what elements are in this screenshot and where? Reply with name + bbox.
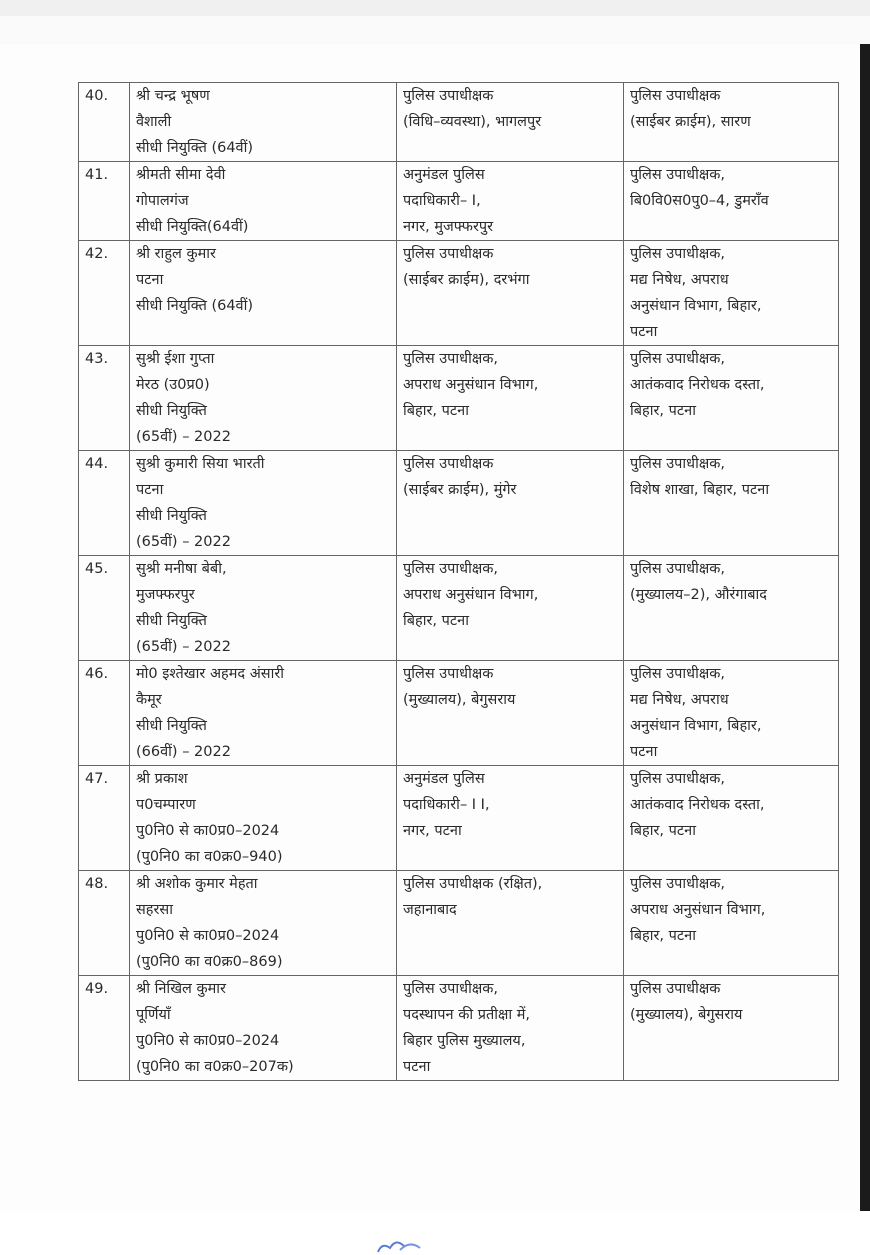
name-line: श्री अशोक कुमार मेहता bbox=[136, 876, 258, 892]
from-line: पुलिस उपाधीक्षक bbox=[403, 88, 494, 104]
from-line: अनुमंडल पुलिस bbox=[403, 167, 485, 183]
to-line: बिहार, पटना bbox=[630, 403, 696, 419]
new-posting-cell bbox=[624, 83, 839, 162]
to-line: अनुसंधान विभाग, बिहार, bbox=[630, 298, 762, 314]
current-posting-cell bbox=[397, 976, 624, 1081]
name-line: सीधी नियुक्ति bbox=[136, 403, 207, 419]
to-line: बिहार, पटना bbox=[630, 928, 696, 944]
to-line: बि0वि0स0पु0–4, डुमराँव bbox=[630, 193, 769, 209]
serial-number: 48. bbox=[79, 871, 130, 976]
to-line: विशेष शाखा, बिहार, पटना bbox=[630, 482, 770, 498]
name-line: पूर्णियाँ bbox=[136, 1007, 171, 1023]
serial-number: 43. bbox=[79, 346, 130, 451]
name-line: सहरसा bbox=[136, 902, 173, 918]
table-row bbox=[79, 766, 839, 871]
to-line: पुलिस उपाधीक्षक, bbox=[630, 351, 725, 367]
serial-number: 46. bbox=[79, 661, 130, 766]
name-line: (65वीं) – 2022 bbox=[136, 534, 231, 550]
name-line: पटना bbox=[136, 272, 164, 288]
new-posting-cell bbox=[624, 162, 839, 241]
to-line: आतंकवाद निरोधक दस्ता, bbox=[630, 377, 765, 393]
to-line: मद्य निषेध, अपराध bbox=[630, 692, 729, 708]
officer-cell bbox=[130, 241, 397, 346]
new-posting-cell bbox=[624, 871, 839, 976]
to-line: पुलिस उपाधीक्षक, bbox=[630, 876, 725, 892]
officer-cell bbox=[130, 556, 397, 661]
to-line: आतंकवाद निरोधक दस्ता, bbox=[630, 797, 765, 813]
from-line: अपराध अनुसंधान विभाग, bbox=[403, 587, 539, 603]
from-line: पदाधिकारी– I, bbox=[403, 193, 481, 209]
officer-cell bbox=[130, 451, 397, 556]
serial-number: 42. bbox=[79, 241, 130, 346]
to-line: (साईबर क्राईम), सारण bbox=[630, 114, 751, 130]
new-posting-cell bbox=[624, 241, 839, 346]
name-line: सुश्री ईशा गुप्ता bbox=[136, 351, 215, 367]
from-line: पदाधिकारी– I I, bbox=[403, 797, 490, 813]
from-line: अपराध अनुसंधान विभाग, bbox=[403, 377, 539, 393]
current-posting-cell bbox=[397, 556, 624, 661]
from-line: पुलिस उपाधीक्षक (रक्षित), bbox=[403, 876, 543, 892]
name-line: (65वीं) – 2022 bbox=[136, 639, 231, 655]
name-line: (66वीं) – 2022 bbox=[136, 744, 231, 760]
officer-cell bbox=[130, 346, 397, 451]
name-line: सुश्री कुमारी सिया भारती bbox=[136, 456, 265, 472]
table-row bbox=[79, 556, 839, 661]
serial-number: 49. bbox=[79, 976, 130, 1081]
new-posting-cell bbox=[624, 661, 839, 766]
to-line: पुलिस उपाधीक्षक bbox=[630, 981, 721, 997]
from-line: (मुख्यालय), बेगुसराय bbox=[403, 692, 516, 708]
current-posting-cell bbox=[397, 346, 624, 451]
name-line: सीधी नियुक्ति (64वीं) bbox=[136, 140, 254, 156]
name-line: सीधी नियुक्ति(64वीं) bbox=[136, 219, 249, 235]
from-line: पदस्थापन की प्रतीक्षा में, bbox=[403, 1007, 531, 1023]
from-line: पटना bbox=[403, 1059, 431, 1075]
name-line: वैशाली bbox=[136, 114, 172, 130]
from-line: पुलिस उपाधीक्षक, bbox=[403, 351, 498, 367]
transfer-table bbox=[78, 82, 839, 1081]
from-line: (विधि–व्यवस्था), भागलपुर bbox=[403, 114, 542, 130]
from-line: नगर, मुजफ्फरपुर bbox=[403, 219, 494, 235]
to-line: (मुख्यालय–2), औरंगाबाद bbox=[630, 587, 767, 603]
to-line: अपराध अनुसंधान विभाग, bbox=[630, 902, 766, 918]
name-line: पु0नि0 से का0प्र0–2024 bbox=[136, 823, 280, 839]
from-line: अनुमंडल पुलिस bbox=[403, 771, 485, 787]
name-line: सीधी नियुक्ति bbox=[136, 613, 207, 629]
from-line: पुलिस उपाधीक्षक bbox=[403, 246, 494, 262]
table-row bbox=[79, 241, 839, 346]
transfer-table-body bbox=[79, 83, 839, 1081]
to-line: पुलिस उपाधीक्षक, bbox=[630, 456, 725, 472]
name-line: श्री राहुल कुमार bbox=[136, 246, 216, 262]
to-line: अनुसंधान विभाग, बिहार, bbox=[630, 718, 762, 734]
table-row bbox=[79, 83, 839, 162]
from-line: पुलिस उपाधीक्षक, bbox=[403, 561, 498, 577]
to-line: पुलिस उपाधीक्षक bbox=[630, 88, 721, 104]
from-line: पुलिस उपाधीक्षक bbox=[403, 666, 494, 682]
current-posting-cell bbox=[397, 661, 624, 766]
name-line: मो0 इश्तेखार अहमद अंसारी bbox=[136, 666, 285, 682]
screen-edge bbox=[860, 44, 870, 1211]
viewer-gap bbox=[0, 16, 870, 46]
new-posting-cell bbox=[624, 451, 839, 556]
from-line: पुलिस उपाधीक्षक, bbox=[403, 981, 498, 997]
name-line: सीधी नियुक्ति bbox=[136, 508, 207, 524]
from-line: जहानाबाद bbox=[403, 902, 457, 918]
browser-top-bar bbox=[0, 0, 870, 16]
officer-cell bbox=[130, 162, 397, 241]
officer-cell bbox=[130, 976, 397, 1081]
name-line: सीधी नियुक्ति bbox=[136, 718, 207, 734]
to-line: पटना bbox=[630, 324, 658, 340]
current-posting-cell bbox=[397, 83, 624, 162]
table-row bbox=[79, 162, 839, 241]
to-line: पुलिस उपाधीक्षक, bbox=[630, 666, 725, 682]
name-line: मुजफ्फरपुर bbox=[136, 587, 195, 603]
seal-mark-icon bbox=[370, 1234, 430, 1255]
name-line: प0चम्पारण bbox=[136, 797, 196, 813]
officer-cell bbox=[130, 661, 397, 766]
name-line: पटना bbox=[136, 482, 164, 498]
serial-number: 47. bbox=[79, 766, 130, 871]
name-line: (पु0नि0 का व0क्र0–207क) bbox=[136, 1059, 294, 1075]
to-line: पुलिस उपाधीक्षक, bbox=[630, 167, 725, 183]
to-line: मद्य निषेध, अपराध bbox=[630, 272, 729, 288]
current-posting-cell bbox=[397, 241, 624, 346]
table-row bbox=[79, 346, 839, 451]
to-line: (मुख्यालय), बेगुसराय bbox=[630, 1007, 743, 1023]
name-line: श्री चन्द्र भूषण bbox=[136, 88, 210, 104]
from-line: (साईबर क्राईम), मुंगेर bbox=[403, 482, 517, 498]
from-line: बिहार, पटना bbox=[403, 403, 469, 419]
name-line: गोपालगंज bbox=[136, 193, 189, 209]
current-posting-cell bbox=[397, 451, 624, 556]
to-line: पुलिस उपाधीक्षक, bbox=[630, 246, 725, 262]
name-line: मेरठ (उ0प्र0) bbox=[136, 377, 210, 393]
name-line: पु0नि0 से का0प्र0–2024 bbox=[136, 928, 280, 944]
serial-number: 44. bbox=[79, 451, 130, 556]
current-posting-cell bbox=[397, 871, 624, 976]
name-line: (पु0नि0 का व0क्र0–869) bbox=[136, 954, 283, 970]
document-page bbox=[0, 44, 860, 1211]
new-posting-cell bbox=[624, 976, 839, 1081]
name-line: सीधी नियुक्ति (64वीं) bbox=[136, 298, 254, 314]
from-line: बिहार पुलिस मुख्यालय, bbox=[403, 1033, 526, 1049]
table-row bbox=[79, 661, 839, 766]
new-posting-cell bbox=[624, 766, 839, 871]
name-line: (65वीं) – 2022 bbox=[136, 429, 231, 445]
new-posting-cell bbox=[624, 346, 839, 451]
officer-cell bbox=[130, 83, 397, 162]
name-line: श्री निखिल कुमार bbox=[136, 981, 226, 997]
from-line: नगर, पटना bbox=[403, 823, 462, 839]
to-line: बिहार, पटना bbox=[630, 823, 696, 839]
officer-cell bbox=[130, 766, 397, 871]
current-posting-cell bbox=[397, 162, 624, 241]
from-line: बिहार, पटना bbox=[403, 613, 469, 629]
name-line: श्री प्रकाश bbox=[136, 771, 188, 787]
from-line: (साईबर क्राईम), दरभंगा bbox=[403, 272, 530, 288]
to-line: पुलिस उपाधीक्षक, bbox=[630, 771, 725, 787]
table-row bbox=[79, 451, 839, 556]
to-line: पुलिस उपाधीक्षक, bbox=[630, 561, 725, 577]
to-line: पटना bbox=[630, 744, 658, 760]
officer-cell bbox=[130, 871, 397, 976]
name-line: कैमूर bbox=[136, 692, 162, 708]
from-line: पुलिस उपाधीक्षक bbox=[403, 456, 494, 472]
name-line: सुश्री मनीषा बेबी, bbox=[136, 561, 227, 577]
table-row bbox=[79, 871, 839, 976]
current-posting-cell bbox=[397, 766, 624, 871]
name-line: श्रीमती सीमा देवी bbox=[136, 167, 226, 183]
table-row bbox=[79, 976, 839, 1081]
serial-number: 41. bbox=[79, 162, 130, 241]
new-posting-cell bbox=[624, 556, 839, 661]
name-line: पु0नि0 से का0प्र0–2024 bbox=[136, 1033, 280, 1049]
serial-number: 45. bbox=[79, 556, 130, 661]
name-line: (पु0नि0 का व0क्र0–940) bbox=[136, 849, 283, 865]
serial-number: 40. bbox=[79, 83, 130, 162]
